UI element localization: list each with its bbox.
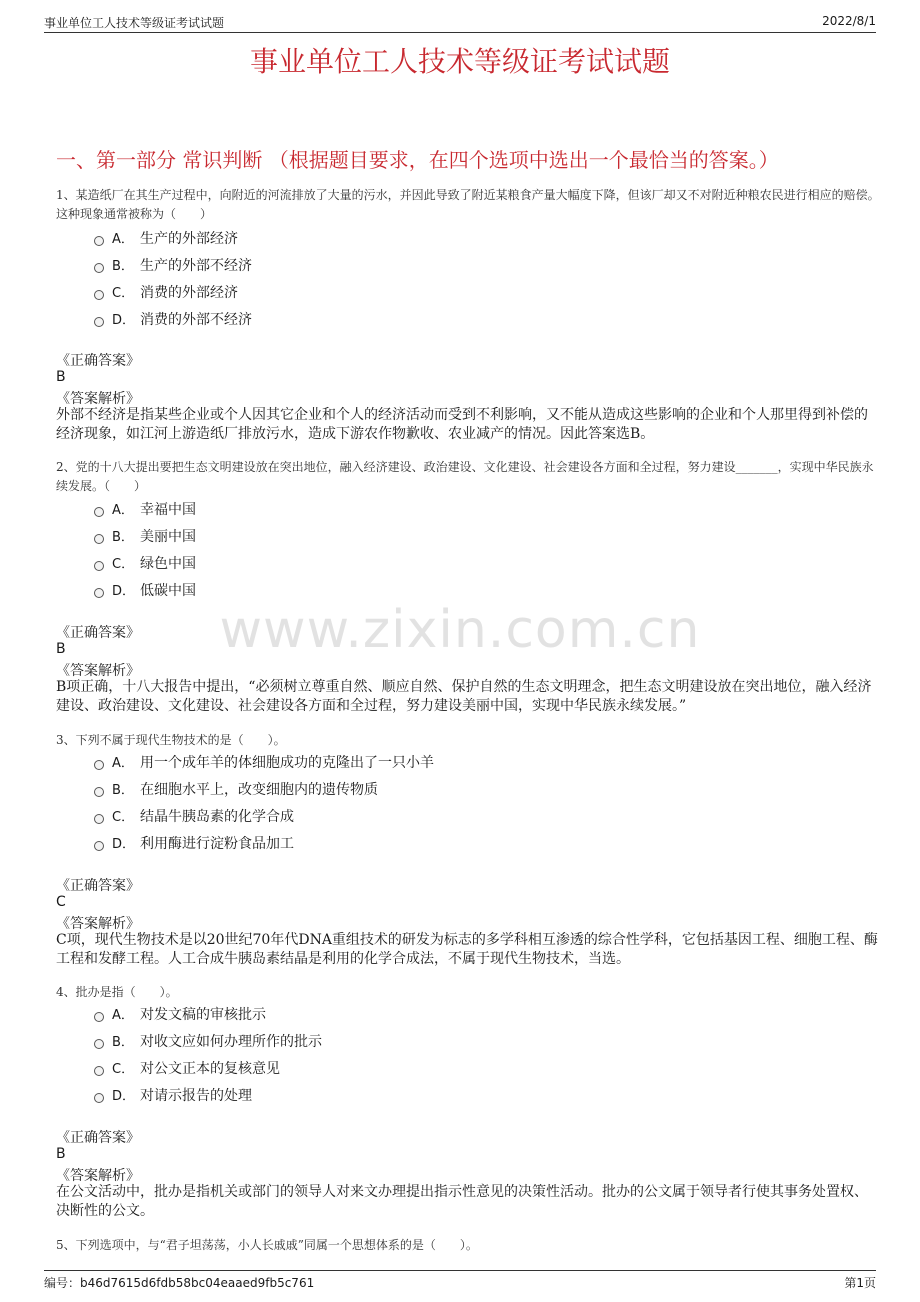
question-stem: 5、下列选项中，与“君子坦荡荡，小人长戚戚”同属一个思想体系的是（ ）。 — [56, 1238, 478, 1252]
option-b[interactable]: B． 对收文应如何办理所作的批示 — [94, 1031, 322, 1051]
explanation-text: C项，现代生物技术是以20世纪70年代DNA重组技术的研发为标志的多学科相互渗透的综合性学科，它包括基因工程、细胞工程、酶工程和发酵工程。人工合成牛胰岛素结晶是利用的化学合成法，不属于现代生物技术，当选。 — [56, 932, 878, 967]
explanation-text: 在公文活动中，批办是指机关或部门的领导人对来文办理提出指示性意见的决策性活动。批办的公文属于领导者行使其事务处置权、决断性的公文。 — [56, 1184, 868, 1219]
explanation-label: 《答案解析》 — [56, 916, 140, 932]
option-a[interactable]: A． 幸福中国 — [94, 499, 196, 519]
option-a[interactable]: A． 生产的外部经济 — [94, 228, 238, 248]
page-header — [44, 12, 876, 33]
option-a[interactable]: A． 对发文稿的审核批示 — [94, 1004, 266, 1024]
radio-icon[interactable] — [94, 787, 104, 797]
radio-icon[interactable] — [94, 1012, 104, 1022]
radio-icon[interactable] — [94, 534, 104, 544]
radio-icon[interactable] — [94, 1093, 104, 1103]
explanation-text: 外部不经济是指某些企业或个人因其它企业和个人的经济活动而受到不利影响，又不能从造成这些影响的企业和个人那里得到补偿的经济现象，如江河上游造纸厂排放污水，造成下游农作物歉收、农业减产的情况。因此答案选B。 — [56, 407, 868, 442]
answer-label: 《正确答案》 — [56, 353, 140, 369]
option-b[interactable]: B． 生产的外部不经济 — [94, 255, 252, 275]
option-d[interactable]: D． 消费的外部不经济 — [94, 309, 252, 329]
section-heading: 一、第一部分 常识判断 （根据题目要求，在四个选项中选出一个最恰当的答案。） — [56, 148, 779, 172]
radio-icon[interactable] — [94, 236, 104, 246]
answer-value: B — [56, 369, 66, 385]
option-d[interactable]: D． 对请示报告的处理 — [94, 1085, 252, 1105]
question-stem: 4、批办是指（ ）。 — [56, 985, 178, 999]
radio-icon[interactable] — [94, 588, 104, 598]
question-stem: 3、下列不属于现代生物技术的是（ ）。 — [56, 733, 286, 747]
radio-icon[interactable] — [94, 290, 104, 300]
option-c[interactable]: C． 对公文正本的复核意见 — [94, 1058, 280, 1078]
explanation-label: 《答案解析》 — [56, 1168, 140, 1184]
answer-value: C — [56, 894, 66, 910]
radio-icon[interactable] — [94, 760, 104, 770]
header-date: 2022/8/1 — [822, 14, 876, 28]
radio-icon[interactable] — [94, 317, 104, 327]
option-c[interactable]: C． 消费的外部经济 — [94, 282, 238, 302]
page-footer — [44, 1270, 876, 1291]
answer-label: 《正确答案》 — [56, 1130, 140, 1146]
explanation-text: B项正确，十八大报告中提出，“必须树立尊重自然、顺应自然、保护自然的生态文明理念，把生态文明建设放在突出地位，融入经济建设、政治建设、文化建设、社会建设各方面和全过程，努力建设美丽中国，实现中华民族永续发展。” — [56, 679, 872, 714]
document-title: 事业单位工人技术等级证考试试题 — [249, 45, 670, 78]
question-stem: 2、党的十八大提出要把生态文明建设放在突出地位，融入经济建设、政治建设、文化建设、社会建设各方面和全过程，努力建设_______，实现中华民族永续发展。（ ） — [56, 460, 874, 493]
radio-icon[interactable] — [94, 507, 104, 517]
document-id: 编号：b46d7615d6fdb58bc04eaaed9fb5c761 — [44, 1276, 315, 1290]
option-c[interactable]: C． 结晶牛胰岛素的化学合成 — [94, 806, 294, 826]
radio-icon[interactable] — [94, 1039, 104, 1049]
option-b[interactable]: B． 美丽中国 — [94, 526, 196, 546]
option-d[interactable]: D． 利用酶进行淀粉食品加工 — [94, 833, 294, 853]
radio-icon[interactable] — [94, 814, 104, 824]
page-number: 第1页 — [844, 1276, 876, 1290]
explanation-label: 《答案解析》 — [56, 391, 140, 407]
option-d[interactable]: D． 低碳中国 — [94, 580, 196, 600]
question-stem: 1、某造纸厂在其生产过程中，向附近的河流排放了大量的污水，并因此导致了附近某粮食产量大幅度下降，但该厂却又不对附近种粮农民进行相应的赔偿。这种现象通常被称为（ ） — [56, 188, 880, 221]
answer-value: B — [56, 1146, 66, 1162]
radio-icon[interactable] — [94, 841, 104, 851]
watermark: www.zixin.com.cn — [219, 600, 701, 660]
option-c[interactable]: C． 绿色中国 — [94, 553, 196, 573]
option-a[interactable]: A． 用一个成年羊的体细胞成功的克隆出了一只小羊 — [94, 752, 434, 772]
answer-value: B — [56, 641, 66, 657]
radio-icon[interactable] — [94, 263, 104, 273]
header-doc-title: 事业单位工人技术等级证考试试题 — [44, 16, 225, 30]
radio-icon[interactable] — [94, 1066, 104, 1076]
answer-label: 《正确答案》 — [56, 878, 140, 894]
radio-icon[interactable] — [94, 561, 104, 571]
option-b[interactable]: B． 在细胞水平上，改变细胞内的遗传物质 — [94, 779, 378, 799]
explanation-label: 《答案解析》 — [56, 663, 140, 679]
answer-label: 《正确答案》 — [56, 625, 140, 641]
